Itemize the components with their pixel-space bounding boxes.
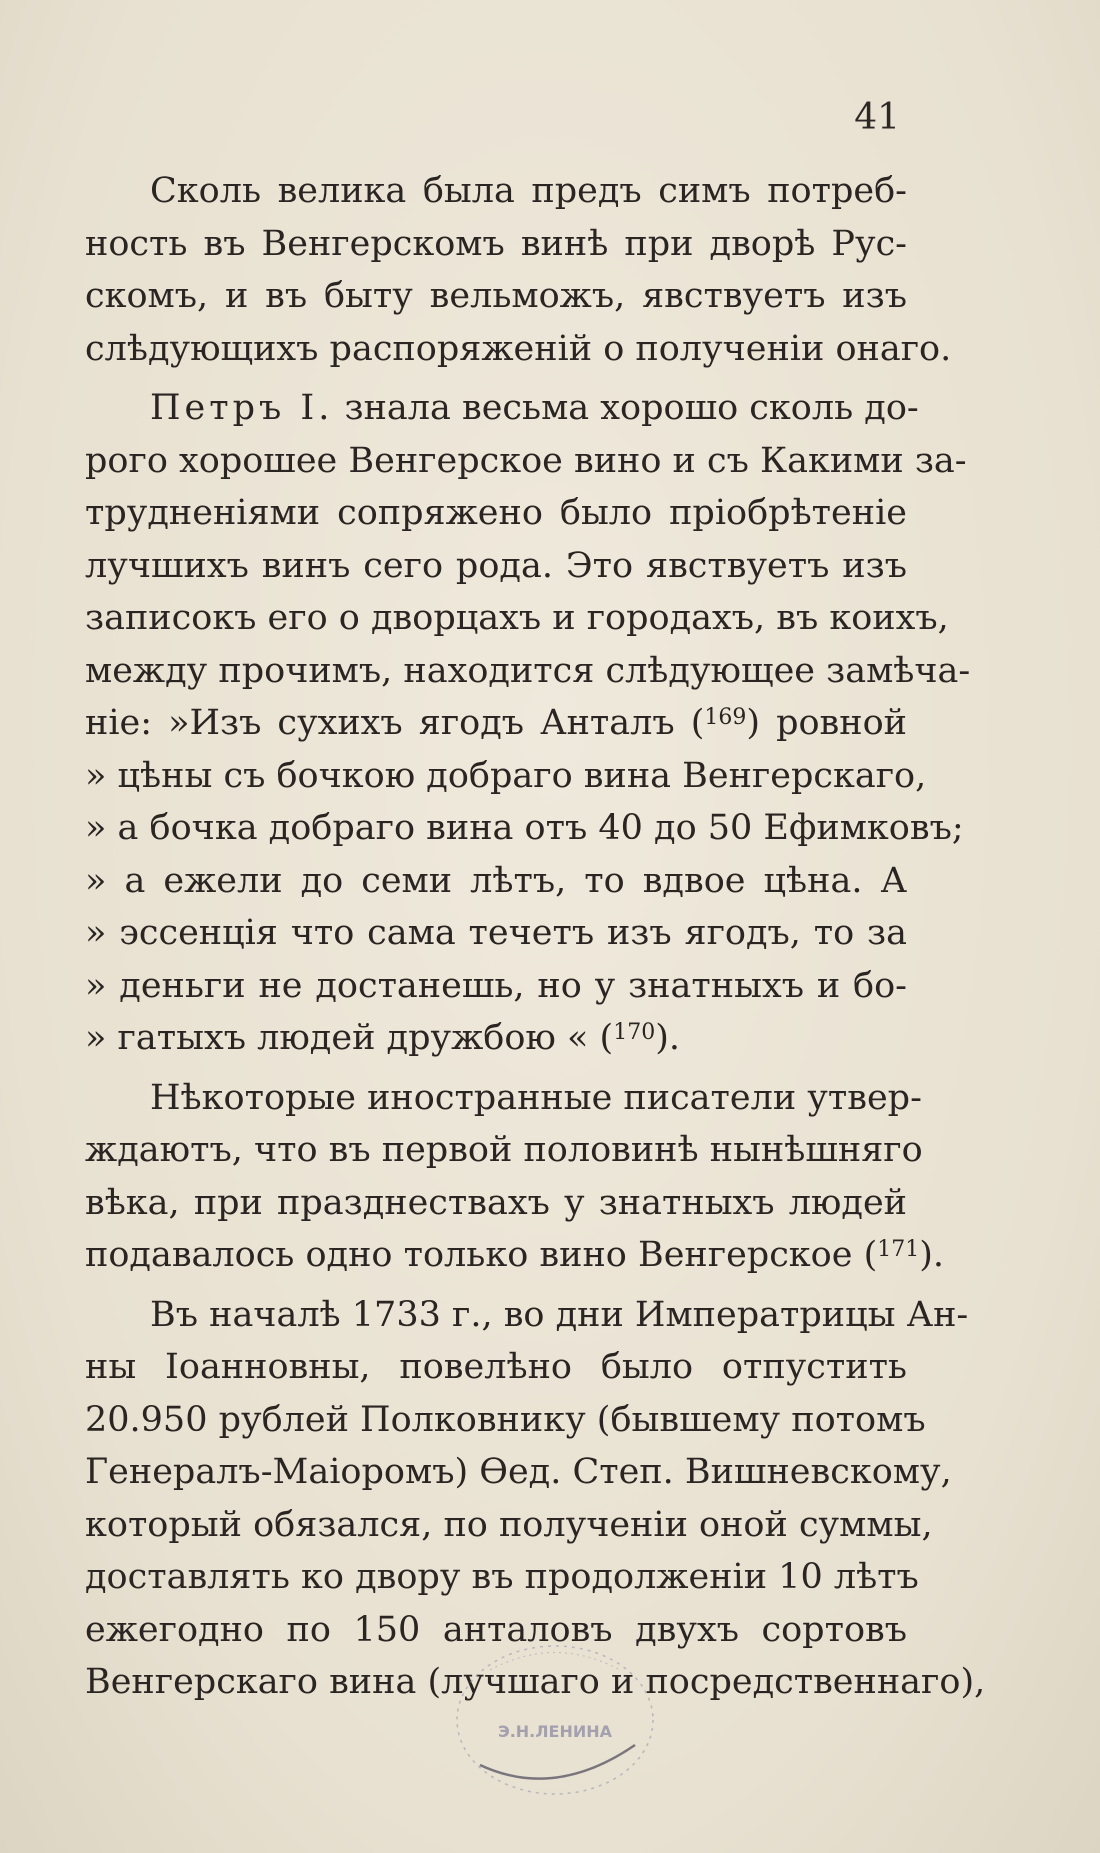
text-line: Генералъ-Маіоромъ) Ѳед. Степ. Вишневскому, xyxy=(85,1452,952,1492)
text-line: между прочимъ, находится слѣдующее замѣча- xyxy=(85,650,971,691)
footnote-ref-171: 171 xyxy=(877,1237,920,1262)
text-line: лучшихъ винъ сего рода. Это явствуетъ изъ xyxy=(85,545,907,586)
text-segment: ніе: »Изъ сухихъ ягодъ Анталъ ( xyxy=(85,703,705,743)
page-number: 41 xyxy=(854,97,900,138)
text-line: трудненіями сопряжено было пріобрѣтеніе xyxy=(85,493,907,533)
text-line: » цѣны съ бочкою добраго вина Венгерскаго, xyxy=(85,755,927,796)
text-line: рого хорошее Венгерское вино и съ Какими за- xyxy=(85,440,967,481)
text-line: скомъ, и въ быту вельможъ, явствуетъ изъ xyxy=(85,276,907,316)
text-segment: » гатыхъ людей дружбою « ( xyxy=(85,1018,614,1058)
text-segment: подавалось одно только вино Венгерское ( xyxy=(85,1235,878,1275)
library-stamp xyxy=(450,1625,660,1800)
text-line: » а ежели до семи лѣтъ, то вдвое цѣна. А xyxy=(85,860,907,901)
text-segment: ) ровной xyxy=(746,703,907,743)
text-line: записокъ его о дворцахъ и городахъ, въ коихъ, xyxy=(85,598,949,638)
text-line: ждаютъ, что въ первой половинѣ нынѣшняго xyxy=(85,1130,923,1170)
text-line xyxy=(85,1229,945,1282)
text-line: Венгерскаго вина (лучшаго и посредственнаго), xyxy=(85,1662,986,1702)
text-line: » деньги не достанешь, но у знатныхъ и бо- xyxy=(85,965,907,1006)
text-segment: ). xyxy=(919,1235,945,1275)
text-line: ны Іоанновны, повелѣно было отпустить xyxy=(85,1347,907,1387)
text-line: слѣдующихъ распоряженій о полученіи онаго. xyxy=(85,328,952,369)
body-text xyxy=(85,165,986,1709)
text-line: Нѣкоторые иностранные писатели утвер- xyxy=(150,1077,922,1118)
text-line: ность въ Венгерскомъ винѣ при дворѣ Рус- xyxy=(85,223,907,264)
text-line: вѣка, при празднествахъ у знатныхъ людей xyxy=(85,1182,907,1223)
text-segment: знала весьма хорошо сколь до- xyxy=(333,388,919,428)
text-line: доставлять ко двору въ продолженіи 10 лѣтъ xyxy=(85,1557,919,1597)
text-line: » а бочка добраго вина отъ 40 до 50 Ефимковъ; xyxy=(85,808,964,848)
text-line xyxy=(85,697,907,750)
text-line: Сколь велика была предъ симъ потреб- xyxy=(150,171,907,211)
text-line xyxy=(85,1012,907,1065)
text-line: который обязался, по полученіи оной суммы, xyxy=(85,1504,933,1545)
footnote-ref-170: 170 xyxy=(613,1020,656,1045)
footnote-ref-169: 169 xyxy=(704,705,747,730)
text-line: 20.950 рублей Полковнику (бывшему потомъ xyxy=(85,1399,926,1440)
text-segment: ). xyxy=(655,1018,680,1058)
text-line: ежегодно по 150 анталовъ двухъ сортовъ xyxy=(85,1609,907,1650)
text-line: » эссенція что сама течетъ изъ ягодъ, то за xyxy=(85,913,907,953)
text-line xyxy=(85,382,919,435)
stamp-text: Э.Н.ЛЕНИНА xyxy=(497,1722,613,1741)
text-line: Въ началѣ 1733 г., во дни Императрицы Ан- xyxy=(150,1294,969,1335)
name-peter: Петръ I. xyxy=(150,388,334,428)
